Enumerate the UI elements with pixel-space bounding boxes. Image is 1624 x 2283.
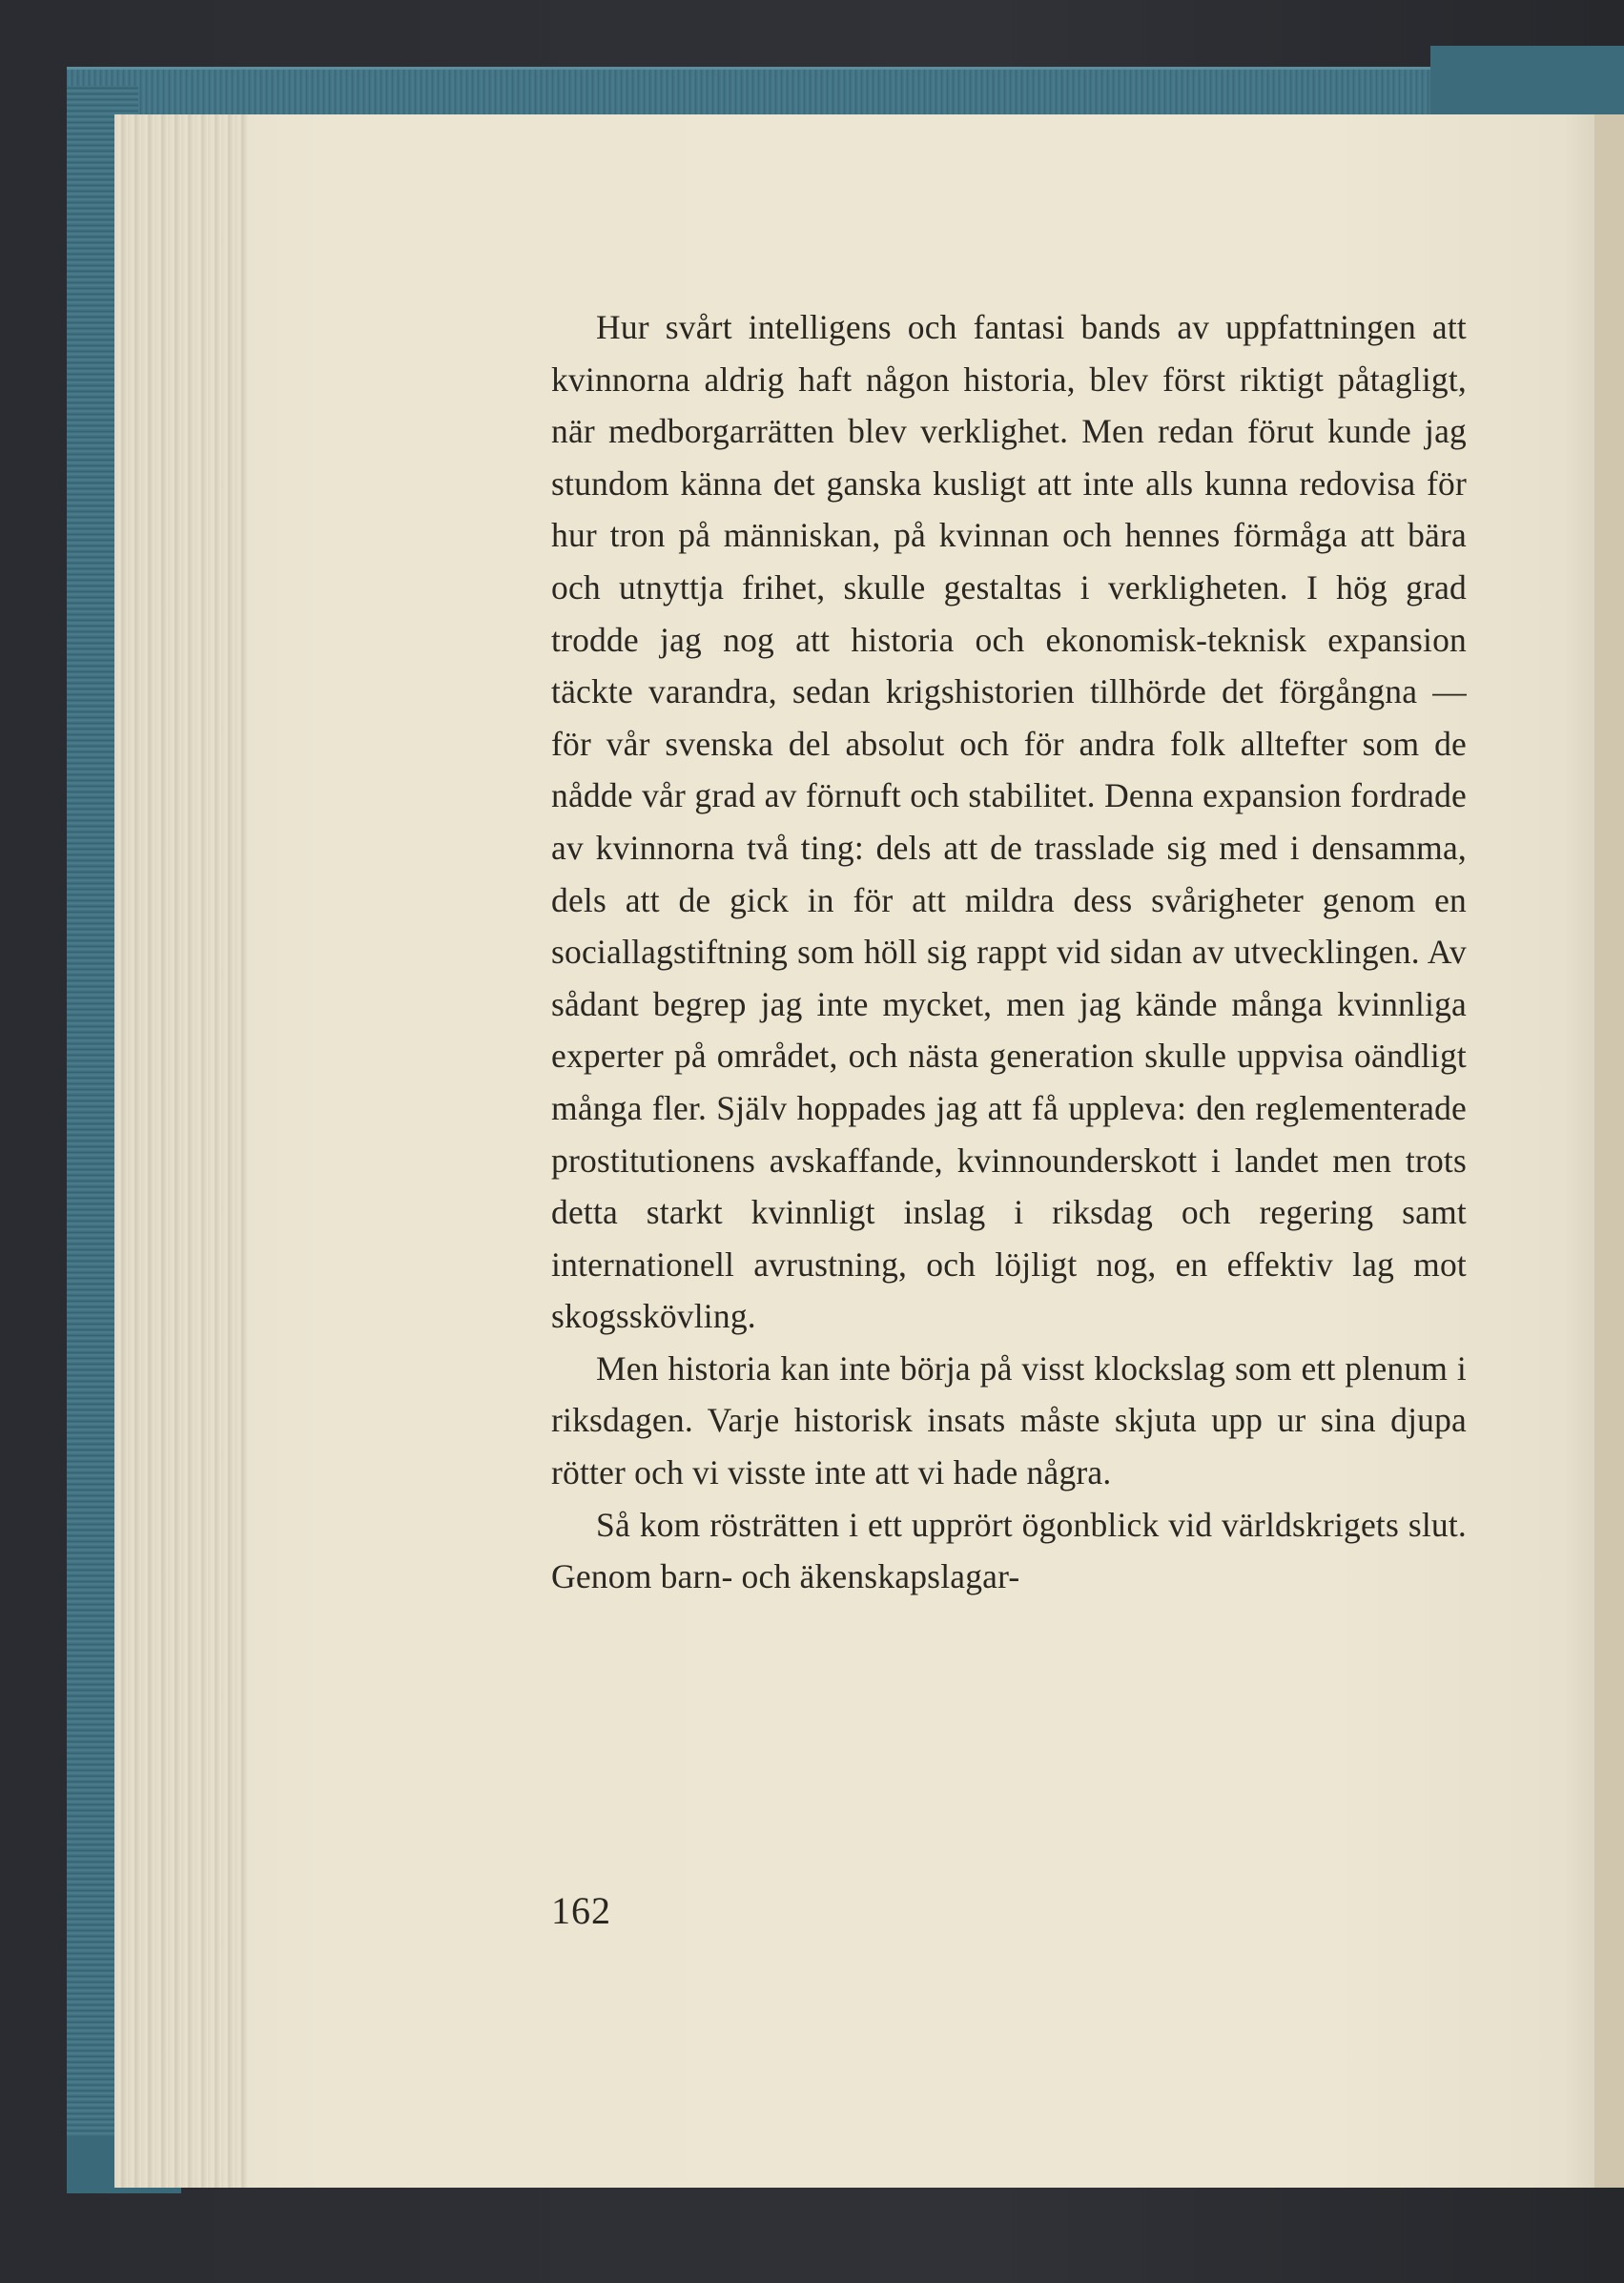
body-text [551, 301, 1467, 1603]
page-number: 162 [551, 1889, 611, 1932]
paragraph-3: Så kom rösträtten i ett upprört ögonblick vid världskrigets slut. Genom barn- och äkenskapslagar- [551, 1505, 1467, 1596]
paragraph-1: Hur svårt intelligens och fantasi bands av uppfattningen att kvinnorna aldrig haft någon historia, blev först riktigt påtagligt, när medborgarrätten blev verklighet. Men redan förut kunde jag stundom känna det ganska kusligt att inte alls kunna redovisa för hur tron på människan, på kvinnan och hennes förmåga att bära och utnyttja frihet, skulle gestaltas i verkligheten. I hög grad trodde jag nog att historia och ekonomisk-teknisk expansion täckte varandra, sedan krigshistorien tillhörde det förgångna — för vår svenska del absolut och för andra folk alltefter som de nådde vår grad av förnuft och stabilitet. Denna expansion fordrade av kvinnorna två ting: dels att de trasslade sig med i densamma, dels att de gick in för att mildra dess svårigheter genom en sociallagstiftning som höll sig rappt vid sidan av utvecklingen. Av sådant begrep jag inte mycket, men jag kände många kvinnliga experter på området, och nästa generation skulle uppvisa oändligt många fler. Själv hoppades jag att få uppleva: den reglementerade prostitutionens avskaffande, kvinnounderskott i landet men trots detta starkt kvinnligt inslag i riksdag och regering samt internationell avrustning, och löjligt nog, en effektiv lag mot skogsskövling. [551, 308, 1467, 1336]
page-stack-edges [114, 114, 248, 2188]
book-cover-corner [1430, 46, 1624, 122]
page-right-edge [1594, 114, 1624, 2188]
paragraph-2: Men historia kan inte börja på visst klockslag som ett plenum i riksdagen. Varje historisk insats måste skjuta upp ur sina djupa rötter och vi visste inte att vi hade några. [551, 1348, 1467, 1492]
